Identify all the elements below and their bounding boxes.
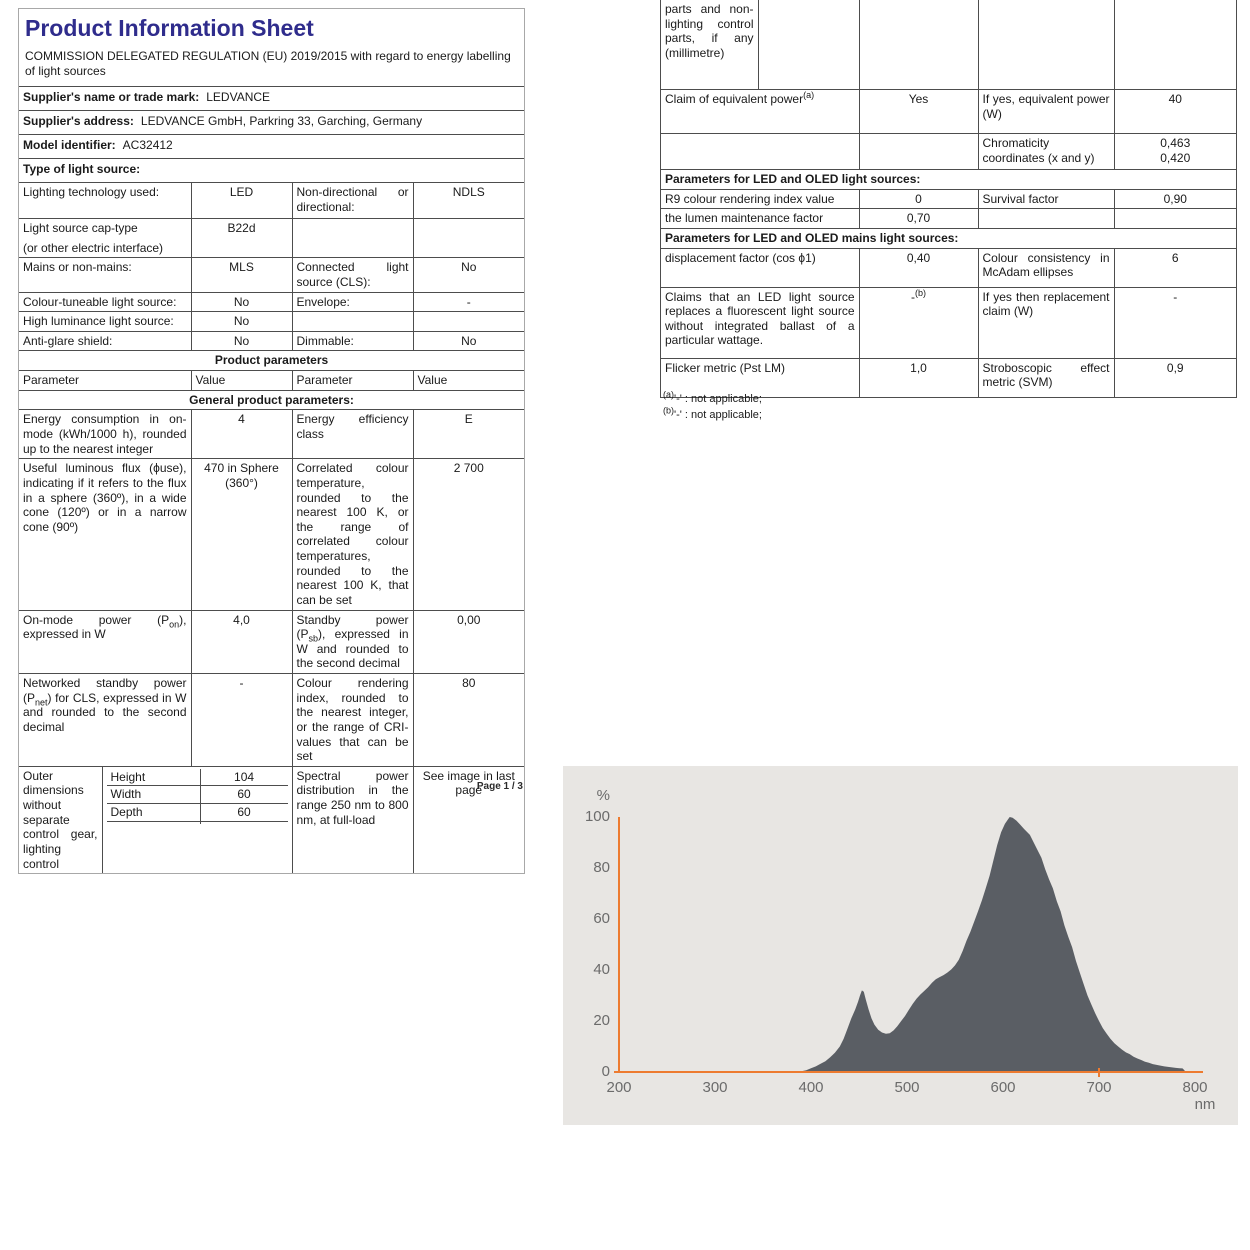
outer-dimensions-label: Outer dimensions without separate control gear, lighting control xyxy=(19,766,102,873)
table-row: Claim of equivalent power$^{(a)}$ Yes If yes, equivalent power (W) 40 xyxy=(661,90,1236,134)
product-info-table xyxy=(19,9,524,873)
y-tick-label: 40 xyxy=(593,961,610,978)
section-header-row xyxy=(19,351,524,371)
table-row: Mains or non-mains: MLS Connected light source (CLS): No xyxy=(19,258,524,292)
column-header-row: Parameter Value Parameter Value xyxy=(19,371,524,391)
footnote-a: $^{(a)}$'-' : not applicable; xyxy=(663,389,762,405)
table-row: High luminance light source: No xyxy=(19,312,524,332)
continuation-row xyxy=(661,0,1236,90)
product-info-table-continuation xyxy=(660,0,1237,398)
model-identifier-label: Model identifier: xyxy=(23,138,116,153)
x-tick-label: 600 xyxy=(990,1079,1016,1096)
led-oled-mains-section-header: Parameters for LED and OLED mains light sources: xyxy=(661,228,1236,248)
outer-dimensions-row: Outer dimensions without separate control gear, lighting control Height 104 Width 60 Depth 60 Spectral power distribution in the range 250 nm to 800 nm, at full-load See image in last page xyxy=(19,766,524,873)
model-identifier-row xyxy=(19,135,524,159)
table-row: On-mode power $(P_{on})$, expressed in W 4,0 Standby power $(P_{sb})$, expressed in W and rounded to the second decimal 0,00 xyxy=(19,610,524,674)
section-header-row xyxy=(19,390,524,410)
product-parameters-header: Product parameters xyxy=(19,351,524,371)
title-row xyxy=(19,9,524,87)
x-tick-label: 500 xyxy=(894,1079,920,1096)
type-of-light-source-row xyxy=(19,159,524,183)
table-row: Energy consumption in on-mode (kWh/1000 h), rounded up to the nearest integer 4 Energy efficiency class E xyxy=(19,410,524,459)
table-row: Anti-glare shield: No Dimmable: No xyxy=(19,331,524,351)
dimensions-subtable xyxy=(107,769,288,824)
y-tick-label: 20 xyxy=(593,1012,610,1029)
regulation-subtitle: COMMISSION DELEGATED REGULATION (EU) 2019/2015 with regard to energy labelling of light sources xyxy=(25,49,511,79)
supplier-name-row xyxy=(19,87,524,111)
section-header-row xyxy=(661,228,1236,248)
model-identifier-value: AC32412 xyxy=(122,138,173,153)
parameters-table xyxy=(661,0,1236,397)
table-row: Width 60 xyxy=(107,786,288,804)
led-oled-section-header: Parameters for LED and OLED light sources: xyxy=(661,170,1236,190)
table-row: Chromaticity coordinates (x and y) 0,463 0,420 xyxy=(661,134,1236,170)
table-row: Networked standby power $(P_{net})$ for CLS, expressed in W and rounded to the second decimal - Colour rendering index, rounded to the nearest integer, or the range of CRI-values that can be set 80 xyxy=(19,674,524,767)
page-title: Product Information Sheet xyxy=(25,15,314,41)
product-information-sheet-page xyxy=(18,8,525,874)
x-tick-label: 800 xyxy=(1182,1079,1208,1096)
type-of-light-source-label: Type of light source: xyxy=(23,162,141,177)
page-indicator: Page 1 / 3 xyxy=(476,781,523,792)
supplier-address-value: LEDVANCE GmbH, Parkring 33, Garching, Germany xyxy=(140,114,423,129)
spd-curve-area xyxy=(797,817,1186,1072)
x-tick-label: 700 xyxy=(1086,1079,1112,1096)
table-row xyxy=(107,821,288,824)
table-row: Claims that an LED light source replaces a fluorescent light source without integrated ballast of a particular wattage. -$^{(b)}$ If yes then replacement claim (W) - xyxy=(661,287,1236,358)
table-row: Lighting technology used: LED Non-directional or directional: NDLS xyxy=(19,183,524,219)
footnotes xyxy=(663,389,762,425)
table-row: R9 colour rendering index value 0 Survival factor 0,90 xyxy=(661,189,1236,209)
supplier-name-label: Supplier's name or trade mark: xyxy=(23,90,200,105)
x-tick-label: 300 xyxy=(702,1079,728,1096)
spd-area-plot xyxy=(563,766,1238,1125)
x-tick-label: 200 xyxy=(606,1079,632,1096)
outer-dimensions-continued: parts and non-lighting control parts, if any (millimetre) xyxy=(661,0,758,90)
table-row: the lumen maintenance factor 0,70 xyxy=(661,209,1236,229)
x-tick-label: 400 xyxy=(798,1079,824,1096)
supplier-address-row xyxy=(19,111,524,135)
table-row: Useful luminous flux (ϕuse), indicating if it refers to the flux in a sphere (360º), in a wide cone (120º) or in a narrow cone (90º) 470 in Sphere (360°) Correlated colour temperature, rounded to the nearest 100 K, or the range of correlated colour temperatures, rounded to the nearest 100 K, that can be set 2 700 xyxy=(19,459,524,610)
x-axis-unit-label: nm xyxy=(1194,1096,1216,1113)
spectral-power-distribution-chart xyxy=(563,766,1238,1125)
supplier-address-label: Supplier's address: xyxy=(23,114,134,129)
y-tick-label: 0 xyxy=(601,1063,610,1080)
y-axis-unit-label: % xyxy=(596,787,610,804)
table-row: Depth 60 xyxy=(107,804,288,822)
general-product-parameters-header: General product parameters: xyxy=(19,390,524,410)
supplier-name-value: LEDVANCE xyxy=(206,90,271,105)
y-tick-label: 100 xyxy=(584,808,610,825)
table-row: Flicker metric (Pst LM) 1,0 Stroboscopic effect metric (SVM) 0,9 xyxy=(661,358,1236,397)
footnote-b: $^{(b)}$'-' : not applicable; xyxy=(663,405,762,421)
section-header-row xyxy=(661,170,1236,190)
table-row: Colour-tuneable light source: No Envelope: - xyxy=(19,292,524,312)
table-row: Light source cap-type (or other electric interface) B22d xyxy=(19,219,524,258)
y-tick-label: 60 xyxy=(593,910,610,927)
y-tick-label: 80 xyxy=(593,859,610,876)
table-row: displacement factor (cos ϕ1) 0,40 Colour consistency in McAdam ellipses 6 xyxy=(661,248,1236,287)
table-row: Height 104 xyxy=(107,769,288,786)
